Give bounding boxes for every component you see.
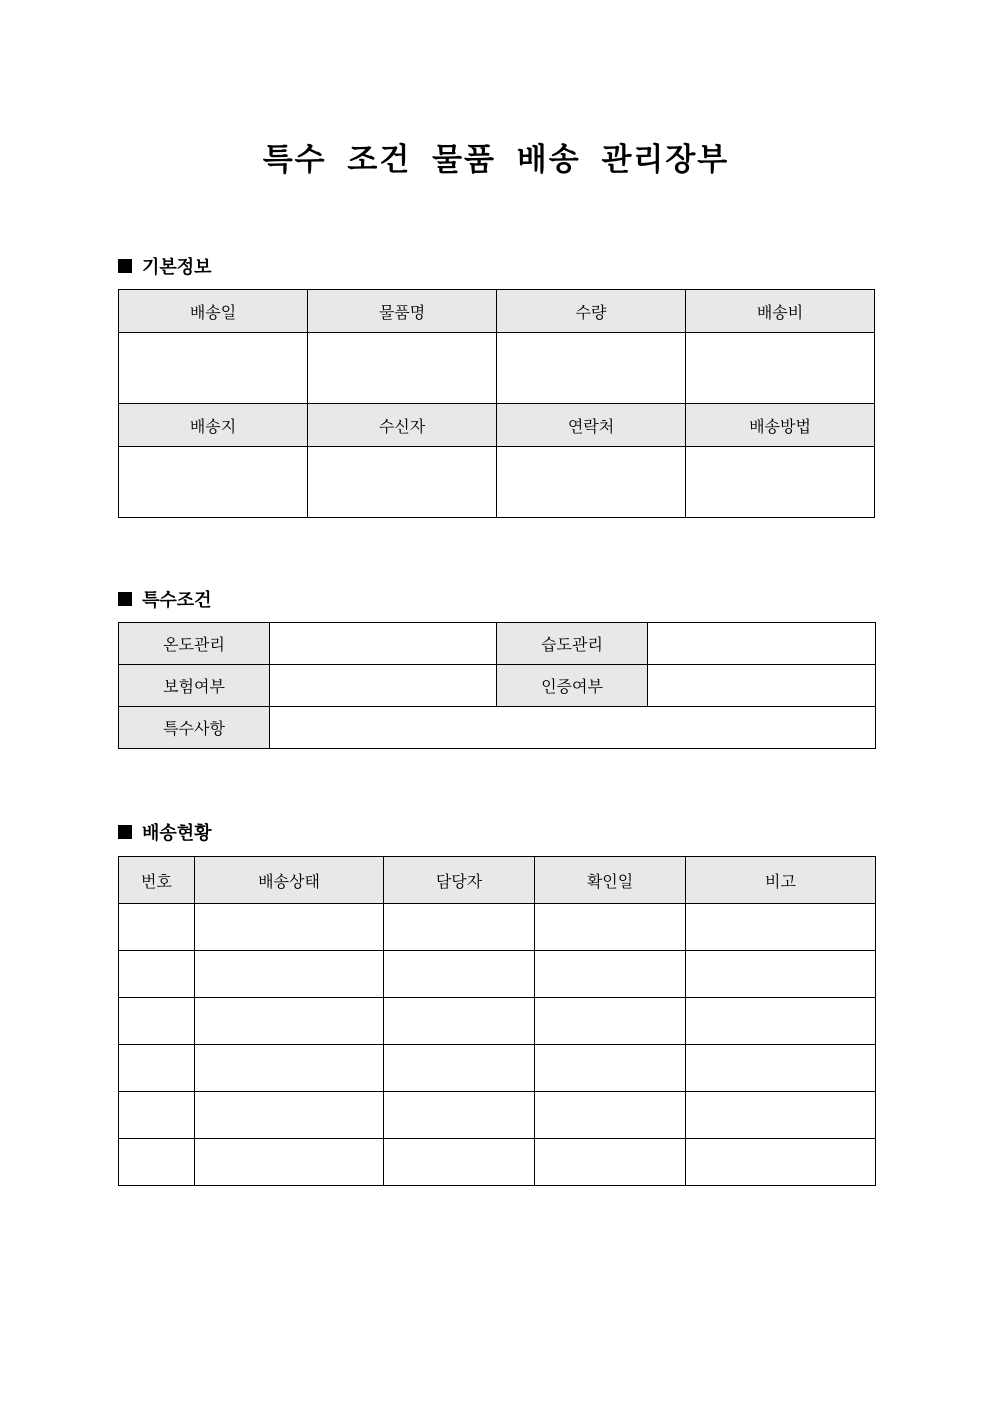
status-cell[interactable] <box>195 1045 384 1092</box>
humidity-label: 습도관리 <box>497 623 648 665</box>
number-cell[interactable] <box>119 1139 195 1186</box>
temperature-field[interactable] <box>270 623 497 665</box>
notes-label: 특수사항 <box>119 707 270 749</box>
quantity-field[interactable] <box>497 333 686 404</box>
confirm-date-cell[interactable] <box>535 1092 686 1139</box>
square-bullet-icon <box>118 825 132 839</box>
column-header-manager: 담당자 <box>384 857 535 904</box>
recipient-field[interactable] <box>308 447 497 518</box>
section-heading-label: 특수조건 <box>142 590 212 611</box>
remarks-cell[interactable] <box>686 998 876 1045</box>
destination-field[interactable] <box>119 447 308 518</box>
status-cell[interactable] <box>195 951 384 998</box>
section-heading-delivery-status <box>118 819 212 845</box>
section-heading-label: 배송현황 <box>142 823 212 844</box>
table-row <box>119 1139 876 1186</box>
humidity-field[interactable] <box>648 623 876 665</box>
basic-info-table <box>118 289 875 518</box>
special-conditions-table <box>118 622 876 749</box>
column-header-remarks: 비고 <box>686 857 876 904</box>
header-cell: 배송지 <box>119 404 308 447</box>
table-row <box>119 1092 876 1139</box>
certification-field[interactable] <box>648 665 876 707</box>
number-cell[interactable] <box>119 951 195 998</box>
square-bullet-icon <box>118 592 132 606</box>
header-cell: 배송방법 <box>686 404 875 447</box>
column-header-status: 배송상태 <box>195 857 384 904</box>
item-name-field[interactable] <box>308 333 497 404</box>
section-heading-special-conditions <box>118 586 212 612</box>
manager-cell[interactable] <box>384 951 535 998</box>
header-cell: 수량 <box>497 290 686 333</box>
section-heading-label: 기본정보 <box>142 257 212 278</box>
certification-label: 인증여부 <box>497 665 648 707</box>
remarks-cell[interactable] <box>686 904 876 951</box>
table-row <box>119 1045 876 1092</box>
header-cell: 수신자 <box>308 404 497 447</box>
temperature-label: 온도관리 <box>119 623 270 665</box>
status-cell[interactable] <box>195 1139 384 1186</box>
manager-cell[interactable] <box>384 1045 535 1092</box>
header-cell: 배송일 <box>119 290 308 333</box>
header-cell: 배송비 <box>686 290 875 333</box>
manager-cell[interactable] <box>384 998 535 1045</box>
number-cell[interactable] <box>119 998 195 1045</box>
confirm-date-cell[interactable] <box>535 1139 686 1186</box>
table-row <box>119 904 876 951</box>
insurance-label: 보험여부 <box>119 665 270 707</box>
delivery-date-field[interactable] <box>119 333 308 404</box>
delivery-status-table <box>118 856 876 1186</box>
confirm-date-cell[interactable] <box>535 904 686 951</box>
manager-cell[interactable] <box>384 1092 535 1139</box>
number-cell[interactable] <box>119 904 195 951</box>
status-cell[interactable] <box>195 998 384 1045</box>
table-row <box>119 998 876 1045</box>
manager-cell[interactable] <box>384 904 535 951</box>
status-cell[interactable] <box>195 904 384 951</box>
remarks-cell[interactable] <box>686 1092 876 1139</box>
header-cell: 물품명 <box>308 290 497 333</box>
notes-field[interactable] <box>270 707 876 749</box>
status-cell[interactable] <box>195 1092 384 1139</box>
insurance-field[interactable] <box>270 665 497 707</box>
header-cell: 연락처 <box>497 404 686 447</box>
confirm-date-cell[interactable] <box>535 1045 686 1092</box>
delivery-method-field[interactable] <box>686 447 875 518</box>
delivery-fee-field[interactable] <box>686 333 875 404</box>
confirm-date-cell[interactable] <box>535 998 686 1045</box>
remarks-cell[interactable] <box>686 951 876 998</box>
contact-field[interactable] <box>497 447 686 518</box>
confirm-date-cell[interactable] <box>535 951 686 998</box>
number-cell[interactable] <box>119 1092 195 1139</box>
column-header-number: 번호 <box>119 857 195 904</box>
document-title: 특수 조건 물품 배송 관리장부 <box>262 142 730 178</box>
manager-cell[interactable] <box>384 1139 535 1186</box>
number-cell[interactable] <box>119 1045 195 1092</box>
remarks-cell[interactable] <box>686 1045 876 1092</box>
remarks-cell[interactable] <box>686 1139 876 1186</box>
square-bullet-icon <box>118 259 132 273</box>
table-row <box>119 951 876 998</box>
column-header-confirm-date: 확인일 <box>535 857 686 904</box>
section-heading-basic-info <box>118 253 212 279</box>
